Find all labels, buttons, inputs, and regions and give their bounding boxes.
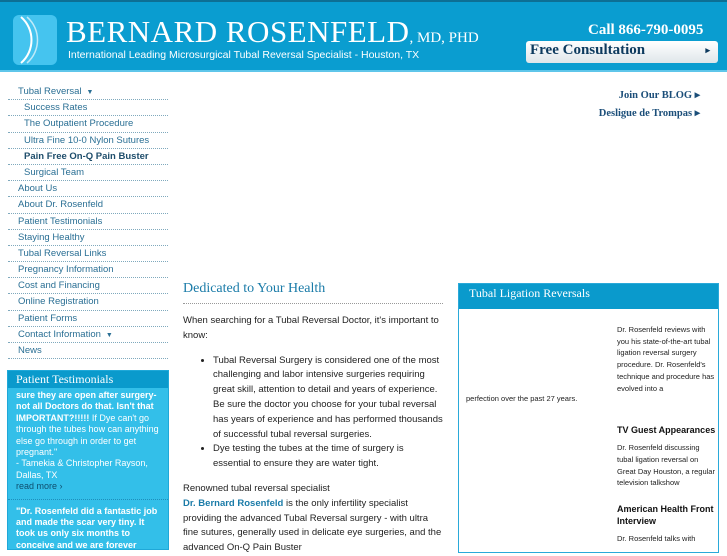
testimonials-box — [7, 370, 169, 550]
sidebar-item-label: Patient Forms — [18, 312, 78, 324]
sidebar-item[interactable] — [8, 214, 168, 230]
sidebar-item-label: Staying Healthy — [18, 231, 85, 243]
sidebar-item[interactable] — [8, 149, 168, 165]
renowned-text: Renowned tubal reversal specialist — [183, 482, 330, 494]
caret-down-icon: ▼ — [86, 89, 94, 96]
box-text: Dr. Rosenfeld talks with — [617, 534, 696, 544]
phone-number: Call 866-790-0095 — [588, 22, 704, 38]
doctor-name: BERNARD ROSENFELD — [66, 14, 410, 49]
tv-guest-heading[interactable]: TV Guest Appearances — [617, 425, 716, 436]
sidebar-item[interactable] — [8, 327, 168, 343]
sidebar-item-label: Patient Testimonials — [18, 215, 103, 227]
box-text-cont: perfection over the past 27 years. — [466, 394, 578, 403]
desligue-link[interactable]: Desligue de Trompas ▸ — [598, 108, 700, 119]
free-consultation-button[interactable] — [526, 41, 718, 63]
top-links — [575, 89, 700, 125]
read-more-link[interactable]: read more › — [16, 481, 63, 492]
join-blog-link[interactable]: Join Our BLOG ▸ — [618, 90, 700, 101]
sidebar-item-label: About Us — [18, 183, 58, 195]
credentials: , MD, PHD — [409, 30, 479, 46]
sidebar-item[interactable] — [8, 311, 168, 327]
body-text: is the only infertility specialist providing the advanced Tubal Reversal surgery - with ultra fine sutures, generally used in delicate eye surgeries, and the advanced On-Q Pain Buster — [183, 497, 442, 554]
sidebar-item[interactable] — [8, 262, 168, 278]
sidebar-item-label: News — [18, 345, 42, 356]
sidebar-item[interactable] — [8, 230, 168, 246]
main-content — [183, 281, 443, 556]
sidebar-item[interactable] — [8, 181, 168, 197]
box-text: Dr. Rosenfeld discussing tubal ligation reversal on Great Day Houston, a regular television talkshow — [617, 443, 715, 488]
sidebar-item-label: Contact Information — [18, 328, 101, 340]
bullet-list — [213, 354, 443, 472]
sidebar-item-label: Online Registration — [18, 296, 99, 308]
sidebar-item-label: Ultra Fine 10-0 Nylon Sutures — [24, 134, 150, 146]
sidebar-item-label: Pregnancy Information — [18, 264, 114, 276]
box-title: Tubal Ligation Reversals — [459, 284, 718, 309]
sidebar-item-label: Tubal Reversal Links — [18, 247, 107, 259]
divider — [8, 499, 168, 500]
sidebar-item-label: About Dr. Rosenfeld — [18, 199, 104, 211]
site-name[interactable] — [66, 14, 479, 50]
testimonial-author: - Tamekia & Christopher Rayson, Dallas, TX — [16, 458, 148, 480]
box-text: Dr. Rosenfeld reviews with you his state-of-the-art tubal ligation reversal surgery procedure. Dr. Rosenfeld's technique and procedure has evolved into a — [617, 325, 715, 393]
sidebar-item-label: Success Rates — [24, 102, 88, 114]
intro-text: When searching for a Tubal Reversal Doctor, it's important to know: — [183, 315, 439, 341]
doctor-link[interactable]: Dr. Bernard Rosenfeld — [183, 497, 284, 509]
arrow-right-icon: ▸ — [705, 45, 710, 55]
tagline: International Leading Microsurgical Tubal Reversal Specialist - Houston, TX — [68, 49, 420, 61]
testimonial-quote-bold: "Dr. Rosenfeld did a fantastic job and made the scar very tiny. It took us only six months to conceive and we are forever — [16, 505, 158, 550]
site-header — [0, 0, 727, 72]
caret-down-icon: ▼ — [105, 331, 113, 339]
list-item: • Tubal Reversal Surgery is considered one of the most challenging and labor intensive surgeries requiring great skill, attention to detail and years of experience. Be sure the doctor you choose for your tubal reversal has years of experience and has performed thousands of successful tubal reversal surgeries. — [213, 354, 443, 443]
testimonials-title: Patient Testimonials — [8, 371, 168, 388]
sidebar-item-label: Cost and Financing — [18, 280, 100, 292]
testimonial-quote-bold: sure they are open after surgery- not all Doctors do that. Isn't that IMPORTANT?!!!!! — [16, 390, 157, 423]
cta-label: Free Consultation — [530, 42, 646, 58]
sidebar-item[interactable] — [8, 100, 168, 116]
sidebar-nav — [8, 84, 168, 359]
sidebar-item[interactable] — [8, 165, 168, 181]
tubal-ligation-box — [458, 283, 719, 553]
sidebar-item[interactable] — [8, 197, 168, 213]
sidebar-item[interactable] — [8, 343, 168, 359]
testimonial-quote: If Dye can't go through the tubes how can anything else go through in order to get pregnant." — [16, 412, 159, 458]
sidebar-item[interactable] — [8, 84, 168, 100]
sidebar-item[interactable] — [8, 133, 168, 149]
list-item: • Dye testing the tubes at the time of surgery is essential to ensure they are water tight. — [213, 442, 443, 472]
sidebar-item[interactable] — [8, 278, 168, 294]
sidebar-item-label: The Outpatient Procedure — [24, 118, 134, 130]
sidebar-item-label: Pain Free On-Q Pain Buster — [24, 150, 149, 162]
page-title: Dedicated to Your Health — [183, 281, 443, 304]
interview-heading[interactable]: American Health Front Interview — [617, 504, 714, 527]
sidebar-item-label: Tubal Reversal — [18, 86, 82, 97]
sidebar-item[interactable] — [8, 116, 168, 132]
sidebar-item-label: Surgical Team — [24, 166, 85, 178]
logo-icon[interactable] — [13, 15, 57, 65]
sidebar-item[interactable] — [8, 246, 168, 262]
sidebar-item[interactable] — [8, 294, 168, 310]
